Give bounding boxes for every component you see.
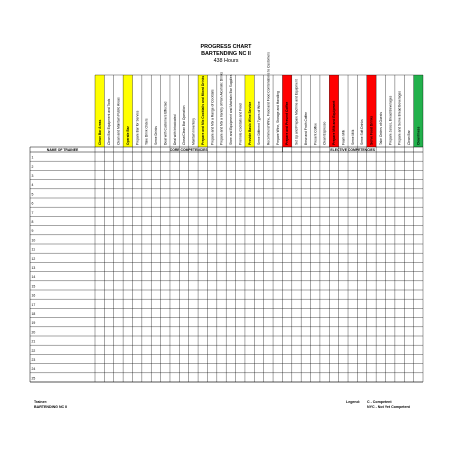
row-number: 5: [31, 192, 34, 197]
competency-label: Clean Espresso: [322, 121, 327, 145]
row-number: 16: [31, 293, 36, 298]
row-number: 2: [31, 164, 34, 169]
row-number: 12: [31, 256, 36, 261]
row-number: 1: [31, 155, 34, 160]
row-number: 23: [31, 358, 36, 362]
competency-label: Close/Clean Bar Operation: [182, 105, 187, 145]
competency-label: Clean Bar Areas: [97, 119, 102, 145]
competency-label: Serve Soft Drinks: [360, 119, 365, 145]
elective-competencies-header: ELECTIVE COMPETENCIES: [330, 147, 376, 152]
competency-label: Serve Drinks: [154, 126, 159, 145]
competency-label: Maintain Inventory: [191, 118, 196, 145]
row-number: 10: [31, 238, 36, 243]
competency-label: Serve Milk: [350, 129, 355, 145]
competency-label: Serve Different Types of Wine: [257, 101, 262, 145]
legend-not-yet-competent: NYC - Not Yet Competent: [367, 405, 410, 409]
competency-label: Prepare Wine, Storage and Handling: [275, 91, 280, 145]
competency-label: Promote Cocktails and Food: [238, 103, 243, 145]
competency-label: Provide Basic Wine Service: [247, 101, 252, 145]
row-number: 8: [31, 220, 34, 224]
row-number: 22: [31, 348, 36, 353]
row-number: 17: [31, 302, 36, 307]
chart-title: PROGRESS CHART: [200, 44, 252, 50]
row-number: 9: [31, 229, 34, 234]
competency-label: Foam Milk: [341, 129, 346, 145]
competency-label: Prepare and Present Coffee: [285, 101, 290, 145]
competency-label: Prepare Milk and Equipment: [332, 100, 337, 145]
competency-label: Cleanliness: [416, 126, 421, 145]
competency-label: Prepare and Mix Cocktails and Mixed Drinks: [200, 75, 205, 145]
competency-label: Deal with Customers Effected: [163, 101, 168, 145]
competency-label: Set Up and Prepare Machine and Equipment: [294, 79, 299, 145]
competency-label: Prepare and Mix a Range of Cocktails: [210, 89, 215, 145]
row-number: 25: [31, 376, 36, 381]
competency-label: Present Coffee: [313, 123, 318, 145]
trainer-name: BARTENDING NC II: [34, 405, 68, 409]
competency-label: Take Drink Orders: [144, 118, 149, 145]
row-number: 14: [31, 275, 36, 280]
core-competencies-header: CORE COMPETENCIES: [169, 147, 208, 152]
legend-label: Legend:: [346, 400, 360, 404]
competency-label: Brew and Froth Coffee: [303, 111, 308, 145]
row-number: 3: [31, 174, 34, 178]
row-number: 20: [31, 330, 36, 335]
competency-label: Prepare and Serve Bread Beverages: [397, 90, 402, 145]
trainer-label: Trainer:: [34, 400, 48, 404]
row-number: 13: [31, 266, 36, 270]
competency-label: Prepare Bar for Service: [135, 110, 140, 145]
competency-label: Deal with Intoxicated: [172, 114, 177, 145]
row-number: 19: [31, 321, 36, 326]
row-number: 4: [31, 183, 34, 188]
row-number: 24: [31, 367, 36, 372]
row-number: 6: [31, 201, 34, 206]
qualification-title: BARTENDING NC II: [201, 51, 251, 57]
name-column-header: NAME OF TRAINEE: [46, 147, 79, 152]
competency-label: Serve Food Drinks: [369, 115, 374, 145]
row-number: 15: [31, 284, 36, 289]
competency-label: Recommend Wine, Food and Food Combinations to Customers: [266, 52, 271, 145]
competency-label: Clean and Maintain Public Areas: [116, 97, 121, 145]
competency-label: Prepare and Mix a Variety of Non-Alcoholic Drinks: [219, 71, 224, 145]
competency-label: Clean Bar: [407, 130, 412, 145]
competency-label: Take Orders of Guests: [378, 112, 383, 145]
row-number: 7: [31, 210, 34, 215]
competency-label: Prepare Juices, Bread Beverages: [388, 95, 393, 145]
row-number: 18: [31, 312, 36, 316]
legend-competent: C - Competent: [367, 400, 392, 404]
row-number: 21: [31, 339, 36, 344]
competency-label: Store and Equipment and Maintain Bar Supplies: [229, 74, 234, 145]
competency-label: Operate Bar: [125, 126, 130, 145]
competency-label: Clean Bar Equipment and Tools: [107, 98, 112, 145]
hours-label: 438 Hours: [213, 58, 239, 64]
row-number: 11: [31, 247, 36, 252]
